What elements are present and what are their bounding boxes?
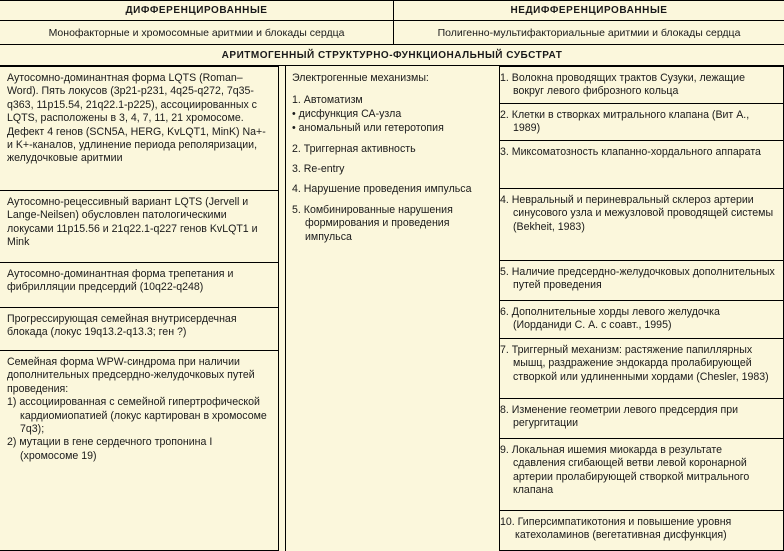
- right-item-2: 2. Клетки в створках митрального клапана (Вит А., 1989): [499, 104, 784, 141]
- right-item-10: 10. Гиперсимпатикотония и повышение уровня катехоламинов (вегетативная дисфункция): [499, 511, 784, 551]
- right-item-4: 4. Невральный и периневральный склероз артерии синусового узла и межузловой проводящей системы (Bekheit, 1983): [499, 189, 784, 261]
- right-column: [491, 66, 784, 551]
- header-subtitles-row: [0, 21, 784, 45]
- header-differentiated-title: ДИФФЕРЕНЦИРОВАННЫЕ: [0, 1, 394, 20]
- header-left-subtitle: Монофакторные и хромосомные аритмии и блокады сердца: [0, 21, 394, 44]
- right-item-3: 3. Миксоматозность клапанно-хордального аппарата: [499, 141, 784, 189]
- middle-item-3: 3. Re-entry: [292, 163, 345, 176]
- middle-item-1-sub-1: • дисфункция СА-узла: [292, 107, 402, 120]
- right-item-5: 5. Наличие предсердно-желудочковых дополнительных путей проведения: [499, 261, 784, 301]
- left-item-lqts-dominant: Аутосомно-доминантная форма LQTS (Roman–Word). Пять локусов (3p21-p231, 4q25-q272, 7q35-q363, 11p15.54, 21q22.1-p225), ассоциированных с LQTS, расположены в 3, 4, 7, 11, 21 хромосоме. Дефект 4 генов (SCN5A, HERG, KvLQT1, MinK) Na+- и K+-каналов, удлинение периода реполяризации, желудочковые аритмии: [0, 66, 279, 191]
- middle-column-panel: [285, 66, 491, 551]
- middle-item-5: 5. Комбинированные нарушения формирования и проведения импульса: [292, 203, 453, 243]
- right-item-1: 1. Волокна проводящих трактов Сузуки, лежащие вокруг левого фиброзного кольца: [499, 66, 784, 104]
- left-item-wpw: [0, 351, 279, 551]
- header-undifferentiated-title: НЕДИФФЕРЕНЦИРОВАННЫЕ: [510, 5, 668, 16]
- header-right-subtitle: Полигенно-мультифакториальные аритмии и блокады сердца: [437, 26, 741, 39]
- middle-title: Электрогенные механизмы:: [292, 72, 429, 84]
- header-titles-row: [0, 0, 784, 21]
- left-item-wpw-sub-1: 1) ассоциированная с семейной гипертрофической кардиомиопатией (локус картирован в хромосоме 7q3);: [7, 396, 267, 436]
- right-item-6: 6. Дополнительные хорды левого желудочка (Иорданиди С. А. с соавт., 1995): [499, 301, 784, 339]
- middle-item-4: 4. Нарушение проведения импульса: [292, 183, 472, 196]
- header-substrate-banner: АРИТМОГЕННЫЙ СТРУКТУРНО-ФУНКЦИОНАЛЬНЫЙ СУБСТРАТ: [0, 45, 784, 66]
- middle-item-1-label: 1. Автоматизм: [292, 94, 363, 107]
- left-item-wpw-title: Семейная форма WPW-синдрома при наличии дополнительных предсердно-желудочковых путей проведения:: [7, 356, 255, 395]
- middle-item-1-sub-2: • аномальный или гетеротопия: [292, 122, 444, 135]
- left-item-progressive-block: Прогрессирующая семейная внутрисердечная блокада (локус 19q13.2-q13.3; ген ?): [0, 308, 279, 351]
- middle-item-1: [292, 94, 487, 135]
- left-item-atrial-flutter: Аутосомно-доминантная форма трепетания и фибрилляции предсердий (10q22-q248): [0, 263, 279, 308]
- left-item-lqts-recessive: Аутосомно-рецессивный вариант LQTS (Jervell и Lange-Neilsen) обусловлен патологическими локусами 11p15.56 и 21q22.1-q227 генов KvLQT1 и Mink: [0, 191, 279, 263]
- body-columns: [0, 66, 784, 551]
- left-item-wpw-sub-2: 2) мутации в гене сердечного тропонина I (хромосоме 19): [7, 436, 213, 462]
- left-column: [0, 66, 279, 551]
- middle-item-2: 2. Триггерная активность: [292, 142, 416, 155]
- right-item-9: 9. Локальная ишемия миокарда в результате сдавления сгибающей ветви левой коронарной артерии пролабирующей створкой митрального клапана: [499, 439, 784, 511]
- middle-column: [279, 66, 491, 551]
- right-item-8: 8. Изменение геометрии левого предсердия при регургитации: [499, 399, 784, 439]
- right-item-7: 7. Триггерный механизм: растяжение папиллярных мышц, раздражение эндокарда пролабирующей створкой или удлиненными хордами (Chesler, 1983): [499, 339, 784, 399]
